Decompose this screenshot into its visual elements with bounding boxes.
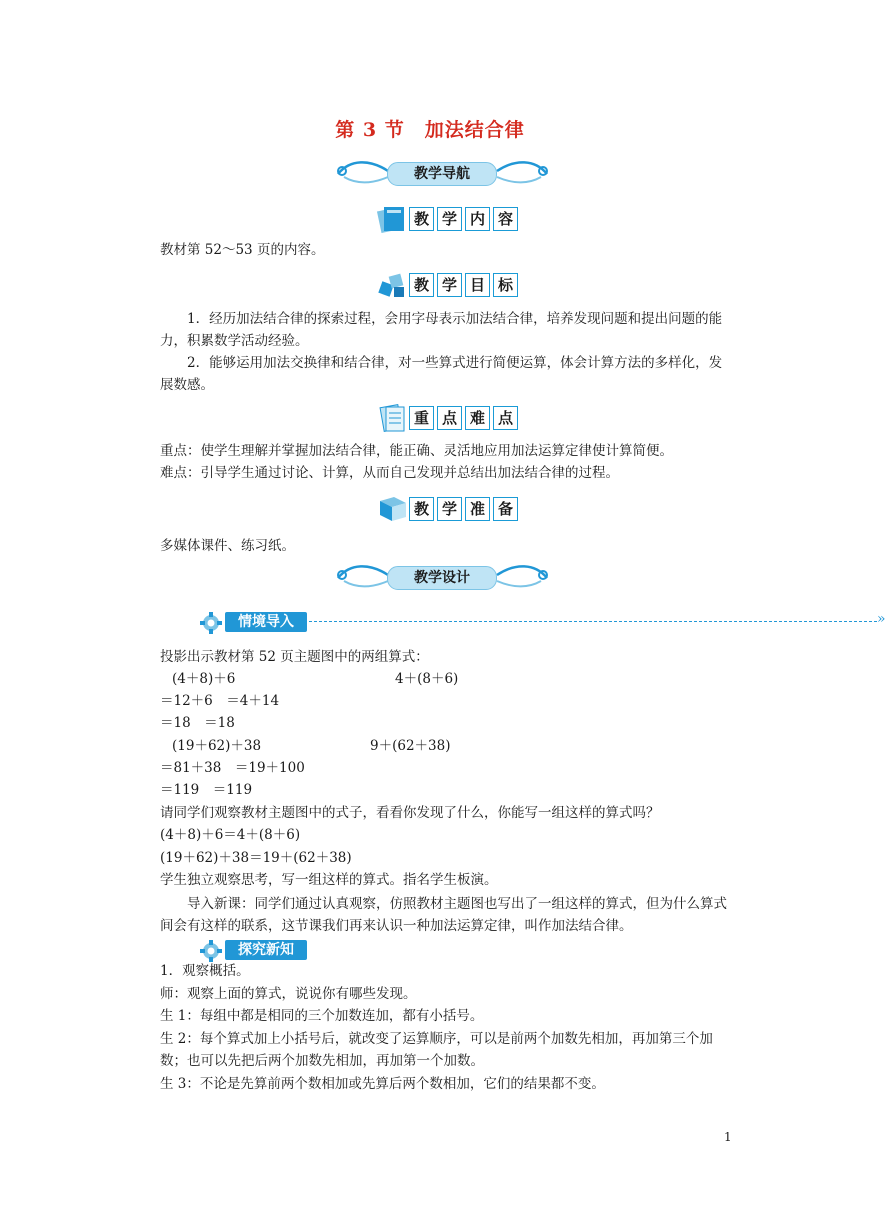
dashed-divider xyxy=(309,621,877,622)
equation: (19＋62)＋38＝19＋(62＋38) xyxy=(160,850,352,866)
papers-icon xyxy=(376,402,410,434)
content-text: 教材第 52～53 页的内容。 xyxy=(160,242,325,258)
subsection-tag: 情境导入 xyxy=(225,612,307,632)
explore-line: 师：观察上面的算式，说说你有哪些发现。 xyxy=(160,986,417,1002)
banner-teaching-navigation xyxy=(330,157,555,191)
subsection-tag: 探究新知 xyxy=(225,940,307,960)
section-char: 难 xyxy=(465,406,490,430)
section-char: 备 xyxy=(493,497,518,521)
banner-label: 教学设计 xyxy=(387,566,497,590)
gear-icon xyxy=(199,938,225,962)
explore-line: 生 1：每组中都是相同的三个加数连加，都有小括号。 xyxy=(160,1008,484,1024)
section-char: 重 xyxy=(409,406,434,430)
equation: ＝12＋6 ＝4＋14 xyxy=(160,693,280,709)
section-char: 学 xyxy=(437,273,462,297)
notebook-icon xyxy=(376,493,410,525)
equation: 9＋(62＋38) xyxy=(370,738,451,754)
intro-line: 学生独立观察思考，写一组这样的算式。指名学生板演。 xyxy=(160,872,498,888)
section-char: 点 xyxy=(493,406,518,430)
section-char: 标 xyxy=(493,273,518,297)
equation: ＝18 ＝18 xyxy=(160,715,235,731)
intro-line: 投影出示教材第 52 页主题图中的两组算式： xyxy=(160,649,429,665)
lesson-title: 第 3 节 加法结合律 xyxy=(335,119,525,141)
cubes-icon xyxy=(376,269,410,301)
section-char: 教 xyxy=(409,273,434,297)
explore-line: 1．观察概括。 xyxy=(160,963,250,979)
section-char: 准 xyxy=(465,497,490,521)
book-icon xyxy=(376,203,410,235)
equation: ＝81＋38 ＝19＋100 xyxy=(160,760,305,776)
equation: 4＋(8＋6) xyxy=(395,671,459,687)
intro-line: 请同学们观察教材主题图中的式子，看看你发现了什么，你能写一组这样的算式吗？ xyxy=(160,805,660,821)
goal-2: 2．能够运用加法交换律和结合律，对一些算式进行简便运算，体会计算方法的多样化，发展数感。 xyxy=(160,355,723,393)
equation: (4＋8)＋6＝4＋(8＋6) xyxy=(160,827,301,843)
section-char: 容 xyxy=(493,207,518,231)
gear-icon xyxy=(199,610,225,634)
banner-teaching-design xyxy=(330,561,555,595)
key-point: 重点：使学生理解并掌握加法结合律，能正确、灵活地应用加法运算定律使计算简便。 xyxy=(160,443,673,459)
equation: (4＋8)＋6 xyxy=(172,671,236,687)
difficult-point: 难点：引导学生通过讨论、计算，从而自己发现并总结出加法结合律的过程。 xyxy=(160,465,619,481)
section-char: 内 xyxy=(465,207,490,231)
section-char: 教 xyxy=(409,207,434,231)
double-chevron-right-icon: » xyxy=(877,611,886,627)
section-char: 学 xyxy=(437,497,462,521)
banner-label: 教学导航 xyxy=(387,162,497,186)
equation: (19＋62)＋38 xyxy=(172,738,262,754)
explore-line: 生 3：不论是先算前两个数相加或先算后两个数相加，它们的结果都不变。 xyxy=(160,1076,605,1092)
section-char: 教 xyxy=(409,497,434,521)
page-number: 1 xyxy=(724,1130,732,1144)
section-char: 目 xyxy=(465,273,490,297)
goal-1: 1．经历加法结合律的探索过程，会用字母表示加法结合律，培养发现问题和提出问题的能力，积累数学活动经验。 xyxy=(160,311,723,349)
section-char: 点 xyxy=(437,406,462,430)
prep-text: 多媒体课件、练习纸。 xyxy=(160,538,295,554)
section-char: 学 xyxy=(437,207,462,231)
equation: ＝119 ＝119 xyxy=(160,782,253,798)
intro-paragraph: 导入新课：同学们通过认真观察，仿照教材主题图也写出了一组这样的算式，但为什么算式间会有这样的联系，这节课我们再来认识一种加法运算定律，叫作加法结合律。 xyxy=(160,896,727,934)
explore-paragraph: 生 2：每个算式加上小括号后，就改变了运算顺序，可以是前两个加数先相加，再加第三个加数；也可以先把后两个加数先相加，再加第一个加数。 xyxy=(160,1031,713,1069)
